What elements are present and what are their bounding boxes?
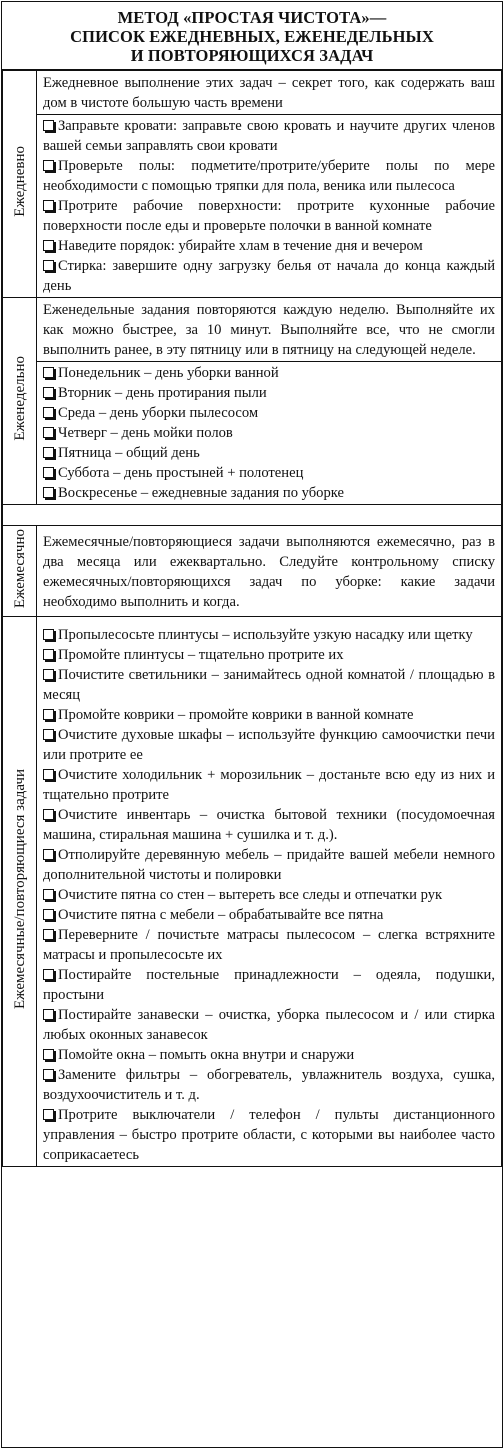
- checkbox-icon[interactable]: [43, 709, 54, 720]
- task-text: Пропылесосьте плинтусы – используйте узкую насадку или щетку: [58, 627, 473, 643]
- task-text: Постирайте постельные принадлежности – одеяла, подушки, простыни: [43, 967, 495, 1003]
- task-text: Вторник – день протирания пыли: [58, 385, 267, 401]
- list-item: [43, 965, 495, 1005]
- task-text: Очистите инвентарь – очистка бытовой техники (посудомоечная машина, стиральная машина + сушилка и т. д.).: [43, 807, 495, 843]
- list-item: [43, 383, 495, 403]
- list-item: [43, 423, 495, 443]
- checkbox-icon[interactable]: [43, 1009, 54, 1020]
- list-item: [43, 1005, 495, 1045]
- weekly-intro: Еженедельные задания повторяются каждую неделю. Выполняйте их как можно быстрее, за 10 минут. Выполняйте все, что не смогли выполнить ранее, в эту пятницу или в пятницу на следующей неделе.: [37, 298, 502, 362]
- weekly-intro-row: [3, 298, 502, 362]
- checkbox-icon[interactable]: [43, 669, 54, 680]
- list-item: [43, 925, 495, 965]
- list-item: [43, 256, 495, 296]
- checkbox-icon[interactable]: [43, 387, 54, 398]
- checkbox-icon[interactable]: [43, 929, 54, 940]
- task-text: Заправьте кровати: заправьте свою кровать и научите других членов вашей семьи заправлять свои кровати: [43, 118, 495, 154]
- checkbox-icon[interactable]: [43, 240, 54, 251]
- monthly-row: [3, 526, 502, 617]
- task-text: Промойте плинтусы – тщательно протрите их: [58, 647, 344, 663]
- checkbox-icon[interactable]: [43, 407, 54, 418]
- task-text: Наведите порядок: убирайте хлам в течение дня и вечером: [58, 238, 423, 254]
- checkbox-icon[interactable]: [43, 260, 54, 271]
- checkbox-icon[interactable]: [43, 1069, 54, 1080]
- checklist-page: [1, 1, 503, 1448]
- monthly-intro: Ежемесячные/повторяющиеся задачи выполняются ежемесячно, раз в два месяца или ежеквартально. Следуйте контрольному списку ежемесячных/повторяющихся задач по уборке: какие задачи необходимо выполнить и когда.: [37, 526, 502, 617]
- checkbox-icon[interactable]: [43, 160, 54, 171]
- task-text: Очистите холодильник + морозильник – достаньте всю еду из них и тщательно протрите: [43, 767, 495, 803]
- recurring-section-label: [3, 617, 37, 1167]
- list-item: [43, 765, 495, 805]
- list-item: [43, 665, 495, 705]
- task-text: Постирайте занавески – очистка, уборка пылесосом и / или стирка любых оконных занавесок: [43, 1007, 495, 1043]
- title-line-3: И ПОВТОРЯЮЩИХСЯ ЗАДАЧ: [130, 46, 374, 65]
- task-text: Почистите светильники – занимайтесь одной комнатой / площадью в месяц: [43, 667, 495, 703]
- task-text: Очистите духовые шкафы – используйте функцию самоочистки печи или протрите ее: [43, 727, 495, 763]
- checkbox-icon[interactable]: [43, 769, 54, 780]
- list-item: [43, 905, 495, 925]
- list-item: [43, 443, 495, 463]
- list-item: [43, 483, 495, 503]
- list-item: [43, 1105, 495, 1165]
- weekly-label: Еженедельно: [12, 356, 28, 441]
- checkbox-icon[interactable]: [43, 447, 54, 458]
- checkbox-icon[interactable]: [43, 467, 54, 478]
- page-title: [2, 2, 502, 70]
- weekly-task-list: [37, 362, 502, 505]
- spacer-row: [3, 505, 502, 526]
- checklist-table: [2, 70, 502, 1167]
- list-item: [43, 463, 495, 483]
- divider: [3, 505, 502, 526]
- checkbox-icon[interactable]: [43, 649, 54, 660]
- list-item: [43, 885, 495, 905]
- checkbox-icon[interactable]: [43, 427, 54, 438]
- checkbox-icon[interactable]: [43, 1049, 54, 1060]
- daily-task-list: [37, 115, 502, 298]
- task-text: Протрите выключатели / телефон / пульты дистанционного управления – быстро протрите области, с которыми вы наиболее часто соприкасаетесь: [43, 1107, 495, 1163]
- monthly-section-label: [3, 526, 37, 617]
- task-text: Протрите рабочие поверхности: протрите кухонные рабочие поверхности после еды и проверьте полочки в ванной комнате: [43, 198, 495, 234]
- list-item: [43, 725, 495, 765]
- task-text: Замените фильтры – обогреватель, увлажнитель воздуха, сушка, воздухоочиститель и т. д.: [43, 1067, 495, 1103]
- task-text: Среда – день уборки пылесосом: [58, 405, 259, 421]
- recurring-task-list: [37, 617, 502, 1167]
- task-text: Промойте коврики – промойте коврики в ванной комнате: [58, 707, 414, 723]
- task-text: Четверг – день мойки полов: [58, 425, 233, 441]
- checkbox-icon[interactable]: [43, 849, 54, 860]
- checkbox-icon[interactable]: [43, 909, 54, 920]
- checkbox-icon[interactable]: [43, 367, 54, 378]
- list-item: [43, 363, 495, 383]
- checkbox-icon[interactable]: [43, 200, 54, 211]
- list-item: [43, 705, 495, 725]
- list-item: [43, 1045, 495, 1065]
- list-item: [43, 805, 495, 845]
- list-item: [43, 1065, 495, 1105]
- task-text: Стирка: завершите одну загрузку белья от начала до конца каждый день: [43, 258, 495, 294]
- list-item: [43, 116, 495, 156]
- task-text: Пятница – общий день: [58, 445, 200, 461]
- checkbox-icon[interactable]: [43, 729, 54, 740]
- task-text: Переверните / почистьте матрасы пылесосом – слегка встряхните матрасы и пропылесосьте их: [43, 927, 495, 963]
- checkbox-icon[interactable]: [43, 889, 54, 900]
- daily-label: Ежедневно: [12, 146, 28, 217]
- list-item: [43, 845, 495, 885]
- task-text: Очистите пятна со стен – вытереть все следы и отпечатки рук: [58, 887, 443, 903]
- checkbox-icon[interactable]: [43, 809, 54, 820]
- task-text: Помойте окна – помыть окна внутри и снаружи: [58, 1047, 355, 1063]
- task-text: Суббота – день простыней + полотенец: [58, 465, 304, 481]
- weekly-section-label: [3, 298, 37, 505]
- task-text: Понедельник – день уборки ванной: [58, 365, 279, 381]
- daily-intro: Ежедневное выполнение этих задач – секрет того, как содержать ваш дом в чистоте большую часть времени: [37, 71, 502, 115]
- task-text: Очистите пятна с мебели – обрабатывайте все пятна: [58, 907, 384, 923]
- checkbox-icon[interactable]: [43, 629, 54, 640]
- checkbox-icon[interactable]: [43, 969, 54, 980]
- list-item: [43, 196, 495, 236]
- list-item: [43, 645, 495, 665]
- daily-intro-row: [3, 71, 502, 115]
- monthly-label: Ежемесячно: [12, 528, 28, 609]
- weekly-tasks-row: [3, 362, 502, 505]
- task-text: Отполируйте деревянную мебель – придайте вашей мебели немного дополнительной чистоты и полировки: [43, 847, 495, 883]
- list-item: [43, 625, 495, 645]
- list-item: [43, 403, 495, 423]
- task-text: Воскресенье – ежедневные задания по уборке: [58, 485, 344, 501]
- title-line-1: МЕТОД «ПРОСТАЯ ЧИСТОТА»—: [117, 8, 387, 27]
- checkbox-icon[interactable]: [43, 120, 54, 131]
- recurring-row: [3, 617, 502, 1167]
- checkbox-icon[interactable]: [43, 1109, 54, 1120]
- title-line-2: СПИСОК ЕЖЕДНЕВНЫХ, ЕЖЕНЕДЕЛЬНЫХ: [70, 27, 434, 46]
- checkbox-icon[interactable]: [43, 487, 54, 498]
- daily-section-label: [3, 71, 37, 298]
- recurring-label: Ежемесячные/повторяющиеся задачи: [12, 769, 28, 1009]
- daily-tasks-row: [3, 115, 502, 298]
- list-item: [43, 156, 495, 196]
- task-text: Проверьте полы: подметите/протрите/уберите полы по мере необходимости с помощью тряпки для пола, веника или пылесоса: [43, 158, 495, 194]
- list-item: [43, 236, 495, 256]
